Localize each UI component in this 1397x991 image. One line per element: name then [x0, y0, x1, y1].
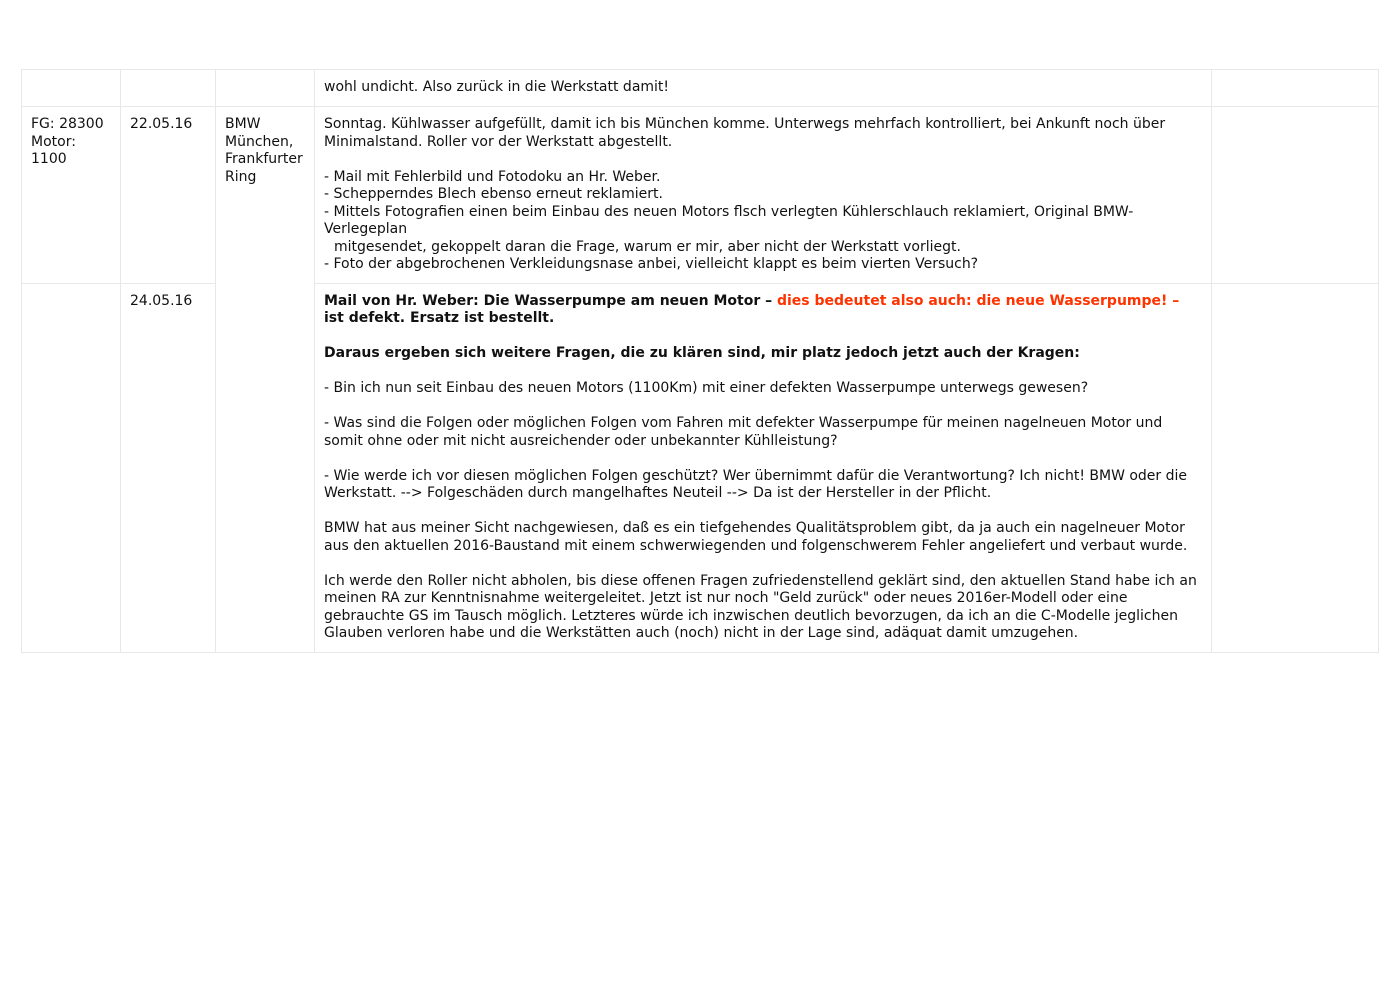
question-item: - Wie werde ich vor diesen möglichen Folgen geschützt? Wer übernimmt dafür die Verantwortung? Ich nicht! BMW oder die Werkstatt. --> Folgeschäden durch mangelhaftes Neuteil --> Da ist der Hersteller in der Pflicht. — [324, 467, 1188, 501]
question-item: - Bin ich nun seit Einbau des neuen Motors (1100Km) mit einer defekten Wasserpumpe unterwegs gewesen? — [324, 380, 1089, 396]
entry-date: 22.05.16 — [130, 116, 193, 132]
description-intro: Sonntag. Kühlwasser aufgefüllt, damit ich bis München komme. Unterwegs mehrfach kontrolliert, bei Ankunft noch über Minimalstand. Roller vor der Werkstatt abgestellt. — [324, 116, 1166, 150]
location-line: Frankfurter — [225, 151, 303, 167]
vehicle-motor: Motor: 1100 — [31, 133, 76, 167]
notes-cell — [1212, 70, 1379, 107]
date-cell — [121, 70, 216, 107]
entry-date: 24.05.16 — [130, 292, 193, 309]
statement-paragraph: Ich werde den Roller nicht abholen, bis diese offenen Fragen zufriedenstellend geklärt sind, den aktuellen Stand habe ich an meinen RA zur Kenntnisnahme weitergeleitet. Jetzt ist nur noch "Geld zurück" oder neues 2016er-Modell oder eine gebrauchte GS im Tausch möglich. Letzteres würde ich inzwischen deutlich bevorzugen, da ich an die C-Modelle jeglichen Glauben verloren habe und die Werkstätten auch (noch) nicht in der Lage sind, adäquat damit umzugehen. — [324, 572, 1197, 641]
location-cell — [216, 70, 315, 107]
location-line: BMW — [225, 116, 261, 132]
description-cell — [315, 107, 1212, 284]
mail-heading-end: ist defekt. Ersatz ist bestellt. — [324, 310, 555, 326]
mail-heading — [324, 293, 1202, 328]
notes-cell — [1212, 107, 1379, 284]
vehicle-cell — [22, 107, 121, 284]
description-text: wohl undicht. Also zurück in die Werkstatt damit! — [324, 79, 670, 95]
list-item: - Foto der abgebrochenen Verkleidungsnase anbei, vielleicht klappt es beim vierten Versuch? — [324, 256, 979, 272]
location-line: München, — [225, 133, 294, 150]
mail-heading-highlight: dies bedeutet also auch: die neue Wasserpumpe! – — [776, 292, 1180, 309]
date-cell — [121, 283, 216, 652]
vehicle-cell — [22, 283, 121, 652]
table-row — [22, 107, 1379, 284]
bullet-list — [324, 169, 1202, 274]
log-table — [21, 69, 1379, 653]
questions-heading: Daraus ergeben sich weitere Fragen, die zu klären sind, mir platz jedoch jetzt auch der Kragen: — [324, 345, 1080, 361]
date-cell — [121, 107, 216, 284]
location-line: Ring — [225, 168, 257, 185]
question-item: - Was sind die Folgen oder möglichen Folgen vom Fahren mit defekter Wasserpumpe für meinen nagelneuen Motor und somit ohne oder mit nicht ausreichender oder unbekannter Kühlleistung? — [324, 415, 1163, 449]
notes-cell — [1212, 283, 1379, 652]
table-row — [22, 70, 1379, 107]
vehicle-cell — [22, 70, 121, 107]
description-cell — [315, 70, 1212, 107]
vehicle-fg: FG: 28300 — [31, 116, 104, 132]
mail-heading-start: Mail von Hr. Weber: Die Wasserpumpe am neuen Motor – — [324, 292, 777, 309]
list-item-continuation: mitgesendet, gekoppelt daran die Frage, warum er mir, aber nicht der Werkstatt vorliegt. — [334, 238, 961, 255]
list-item: - Mittels Fotografien einen beim Einbau des neuen Motors flsch verlegten Kühlerschlauch reklamiert, Original BMW-Verlegeplan — [324, 203, 1134, 237]
description-cell — [315, 283, 1212, 652]
location-cell — [216, 107, 315, 653]
list-item: - Schepperndes Blech ebenso erneut reklamiert. — [324, 186, 663, 202]
list-item: - Mail mit Fehlerbild und Fotodoku an Hr. Weber. — [324, 168, 661, 185]
statement-paragraph: BMW hat aus meiner Sicht nachgewiesen, daß es ein tiefgehendes Qualitätsproblem gibt, da ja auch ein nagelneuer Motor aus den aktuellen 2016-Baustand mit einem schwerwiegenden und folgenschwerem Fehler angeliefert und verbaut wurde. — [324, 520, 1188, 554]
